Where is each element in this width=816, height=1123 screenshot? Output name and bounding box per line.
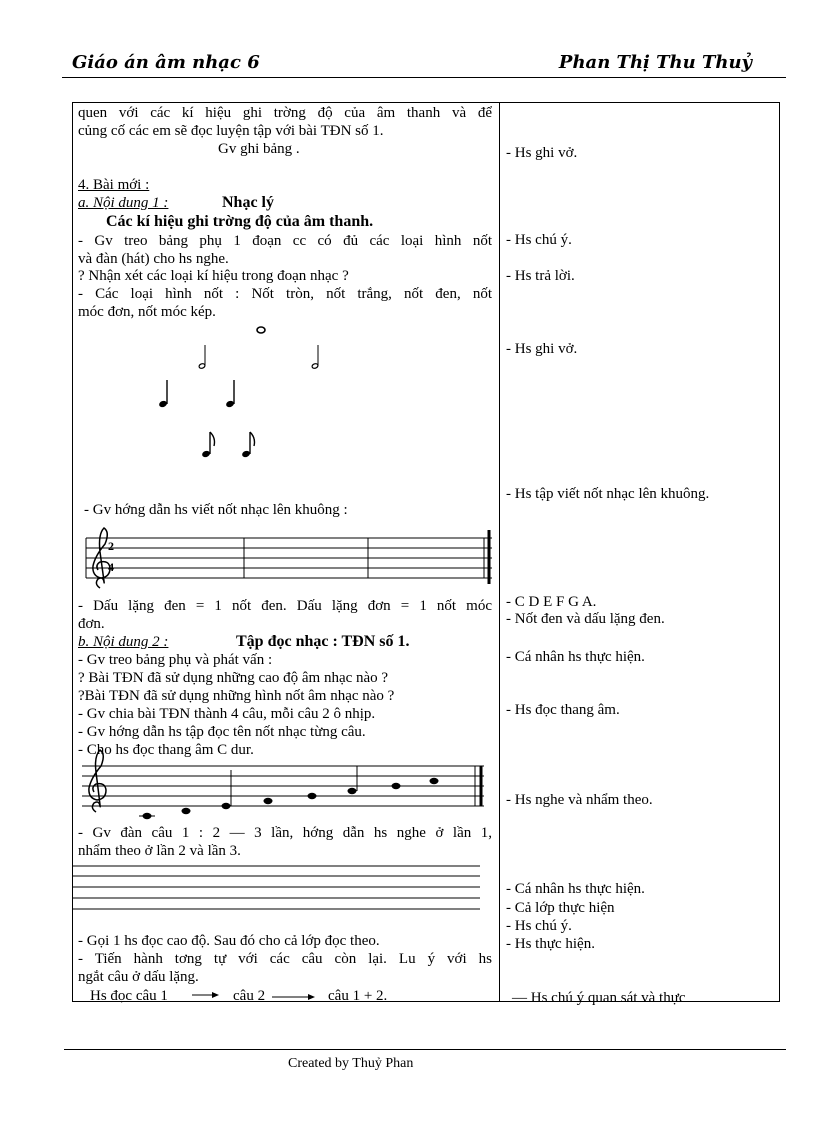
para-1-line-4: - Các loại hình nốt : Nốt tròn, nốt trắng, nốt đen, nốt [78,286,492,302]
footer-created-by: Created by Thuỷ Phan [288,1056,414,1071]
footer-rule [64,1049,786,1050]
intro-line-2: củng cố các em sẽ đọc luyện tập với bài TĐN số 1. [78,123,384,139]
student-activity-9: - Hs đọc thang âm. [506,702,620,718]
header-right-author: Phan Thị Thu Thuỷ [558,52,752,73]
student-activity-14: - Hs thực hiện. [506,936,595,952]
content-1-title: Nhạc lý [222,194,274,211]
rest-line-1: - Dấu lặng đen = 1 nốt đen. Dấu lặng đơn = 1 nốt móc [78,598,492,614]
para-4-read-sentence-1-2: câu 1 + 2. [328,988,388,1004]
student-activity-4: - Hs ghi vở. [506,341,578,357]
content-2-title: Tập đọc nhạc : TĐN số 1. [236,633,410,650]
arrow-right-icon [272,994,315,1000]
para-1-line-3: ? Nhận xét các loại kí hiệu trong đoạn nhạc ? [78,268,349,284]
para-2-line-4: - Gv chia bài TĐN thành 4 câu, mỗi câu 2 ô nhịp. [78,706,376,722]
student-activity-10: - Hs nghe và nhẩm theo. [506,792,653,808]
student-activity-6: - C D E F G A. [506,594,597,610]
para-4-line-1: - Gọi 1 hs đọc cao độ. Sau đó cho cả lớp đọc theo. [78,933,380,949]
para-2-line-2: ? Bài TĐN đã sử dụng những cao độ âm nhạc nào ? [78,670,389,686]
content-1-label: a. Nội dung 1 : [78,195,169,211]
para-1-line-1: - Gv treo bảng phụ 1 đoạn cc có đủ các loại hình nốt [78,233,492,249]
intro-line-3: Gv ghi bảng . [218,141,300,157]
para-2-line-6: - Cho hs đọc thang âm C dur. [78,742,254,758]
student-activity-5: - Hs tập viết nốt nhạc lên khuông. [506,486,710,502]
para-3-line-2: nhẩm theo ở lần 2 và lần 3. [78,843,241,859]
para-4-line-3: ngắt câu ở dấu lặng. [78,969,199,985]
para-1-line-6: - Gv hớng dẫn hs viết nốt nhạc lên khuông : [84,502,348,518]
student-activity-11: - Cá nhân hs thực hiện. [506,881,645,897]
rest-line-2: đơn. [78,616,105,632]
para-2-line-3: ?Bài TĐN đã sử dụng những hình nốt âm nhạc nào ? [78,688,395,704]
para-4-read-sentence-1: Hs đọc câu 1 [90,988,168,1004]
content-2-label: b. Nội dung 2 : [78,634,169,650]
para-3-line-1: - Gv đàn câu 1 : 2 — 3 lần, hớng dẫn hs nghe ở lần 1, [78,825,492,841]
para-1-line-2: và đàn (hát) cho hs nghe. [78,251,229,267]
student-activity-1: - Hs ghi vở. [506,145,578,161]
time-signature-top: 2 [108,539,114,553]
para-4-line-2: - Tiến hành tơng tự với các câu còn lại. Lu ý với hs [78,951,492,967]
student-activity-7: - Nốt đen và dấu lặng đen. [506,611,665,627]
para-4-read-sentence-2: câu 2 [233,988,266,1004]
intro-line-1: quen với các kí hiệu ghi trờng độ của âm thanh và để [78,105,492,121]
student-activity-13: - Hs chú ý. [506,918,572,934]
student-activity-15: — Hs chú ý quan sát và thực [512,990,686,1006]
para-1-line-5: móc đơn, nốt móc kép. [78,304,216,320]
student-activity-12: - Cả lớp thực hiện [506,900,615,916]
section-4-heading: 4. Bài mới : [78,177,150,193]
student-activity-8: - Cá nhân hs thực hiện. [506,649,645,665]
student-activity-2: - Hs chú ý. [506,232,572,248]
student-activity-3: - Hs trả lời. [506,268,575,284]
arrow-right-icon [192,992,219,998]
content-1-subtitle: Các kí hiệu ghi trờng độ của âm thanh. [106,213,374,230]
para-2-line-5: - Gv hớng dẫn hs tập đọc tên nốt nhạc từng câu. [78,724,366,740]
para-2-line-1: - Gv treo bảng phụ và phát vấn : [78,652,273,668]
time-signature-bottom: 4 [108,560,114,574]
header-left-title: Giáo án âm nhạc 6 [72,52,260,73]
